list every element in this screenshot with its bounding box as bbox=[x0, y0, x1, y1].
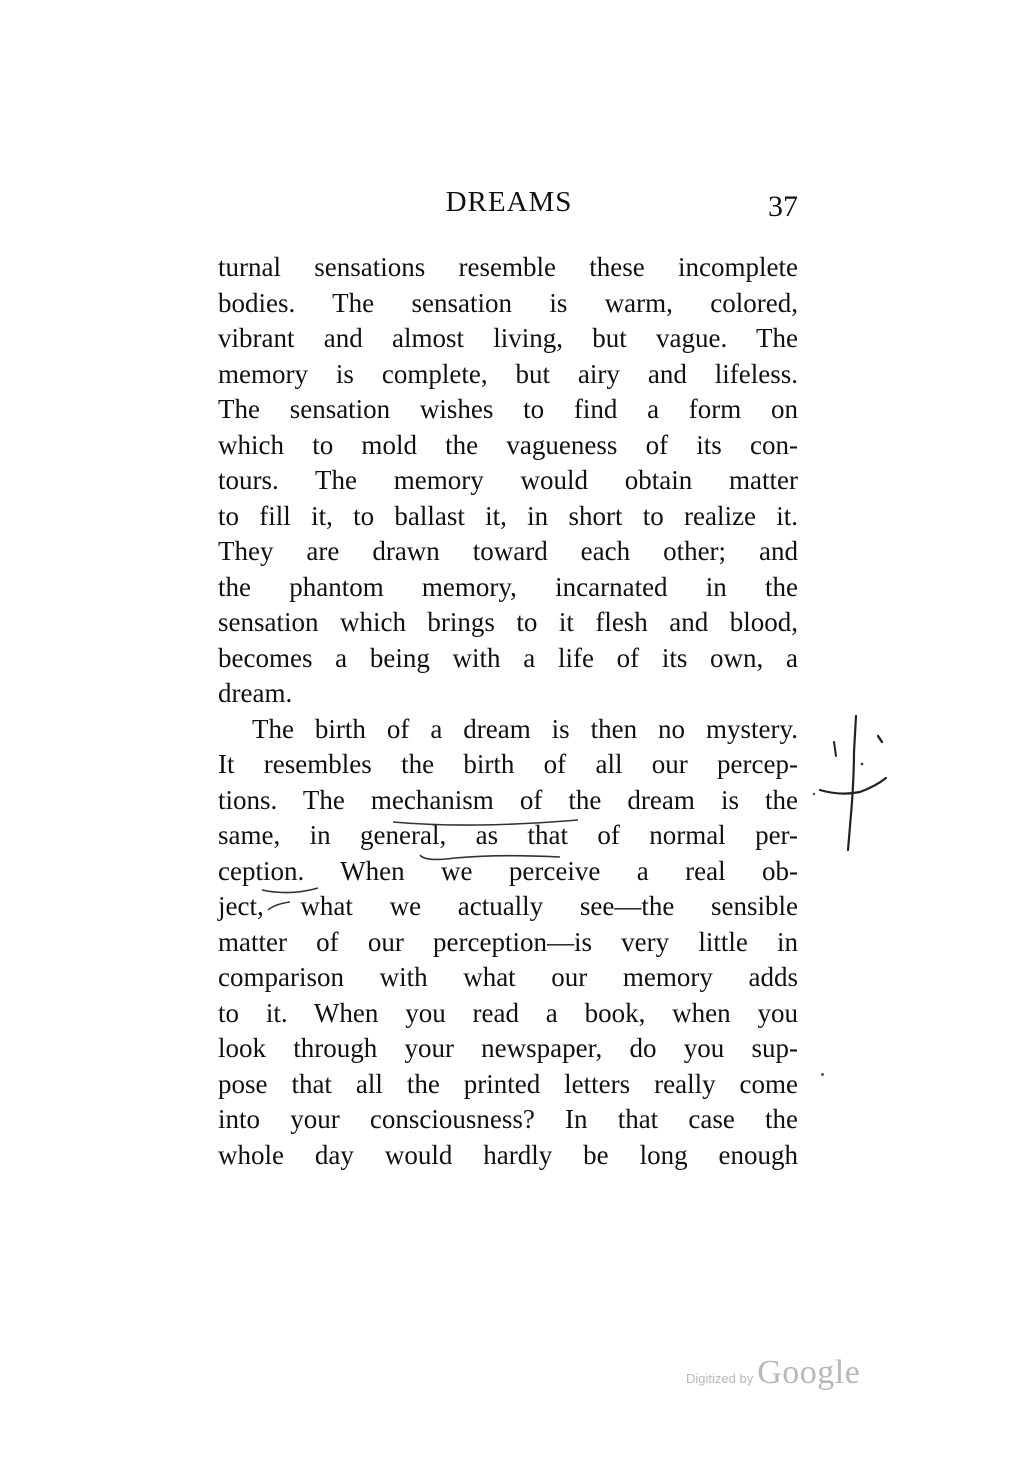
text-line: matter of our perception—is very little in bbox=[218, 926, 798, 957]
text-line: look through your newspaper, do you sup- bbox=[218, 1033, 798, 1063]
body-text bbox=[218, 250, 798, 1173]
digitization-watermark bbox=[686, 1354, 896, 1394]
text-line: whole day would hardly be long enough bbox=[218, 1139, 798, 1170]
text-line: dream. bbox=[218, 678, 293, 708]
text-line: to it. When you read a book, when you bbox=[218, 997, 798, 1028]
text-line: into your consciousness? In that case the bbox=[218, 1104, 798, 1134]
text-line: which to mold the vagueness of its con- bbox=[218, 429, 798, 460]
text-line: turnal sensations resemble these incomplete bbox=[218, 252, 798, 282]
text-line: vibrant and almost living, but vague. The bbox=[218, 323, 798, 353]
watermark-prefix: Digitized by bbox=[686, 1371, 754, 1386]
text-line: ception. When we perceive a real ob- bbox=[218, 855, 798, 886]
running-title: DREAMS bbox=[445, 186, 573, 218]
text-line: to fill it, to ballast it, in short to realize it. bbox=[218, 500, 798, 531]
margin-cross-mark-icon bbox=[810, 712, 890, 862]
text-line: memory is complete, but airy and lifeless. bbox=[218, 358, 798, 389]
text-line: tions. The mechanism of the dream is the bbox=[218, 784, 798, 815]
page-number: 37 bbox=[768, 190, 798, 223]
running-head bbox=[218, 186, 800, 230]
text-line: The sensation wishes to find a form on bbox=[218, 394, 798, 424]
watermark-brand: Google bbox=[757, 1354, 861, 1391]
text-line: sensation which brings to it flesh and blood, bbox=[218, 607, 798, 637]
text-line: tours. The memory would obtain matter bbox=[218, 465, 798, 495]
text-line: pose that all the printed letters really come bbox=[218, 1068, 798, 1099]
text-line: comparison with what our memory adds bbox=[218, 962, 798, 992]
paragraph-start-line: The birth of a dream is then no mystery. bbox=[252, 713, 798, 744]
text-line: It resembles the birth of all our percep- bbox=[218, 749, 798, 779]
text-line: the phantom memory, incarnated in the bbox=[218, 571, 798, 602]
text-line: becomes a being with a life of its own, a bbox=[218, 642, 798, 673]
stray-mark bbox=[821, 1073, 824, 1076]
text-line: They are drawn toward each other; and bbox=[218, 536, 798, 566]
text-line: ject, what we actually see—the sensible bbox=[218, 891, 798, 921]
text-line: bodies. The sensation is warm, colored, bbox=[218, 287, 798, 318]
text-line: same, in general, as that of normal per- bbox=[218, 820, 798, 850]
